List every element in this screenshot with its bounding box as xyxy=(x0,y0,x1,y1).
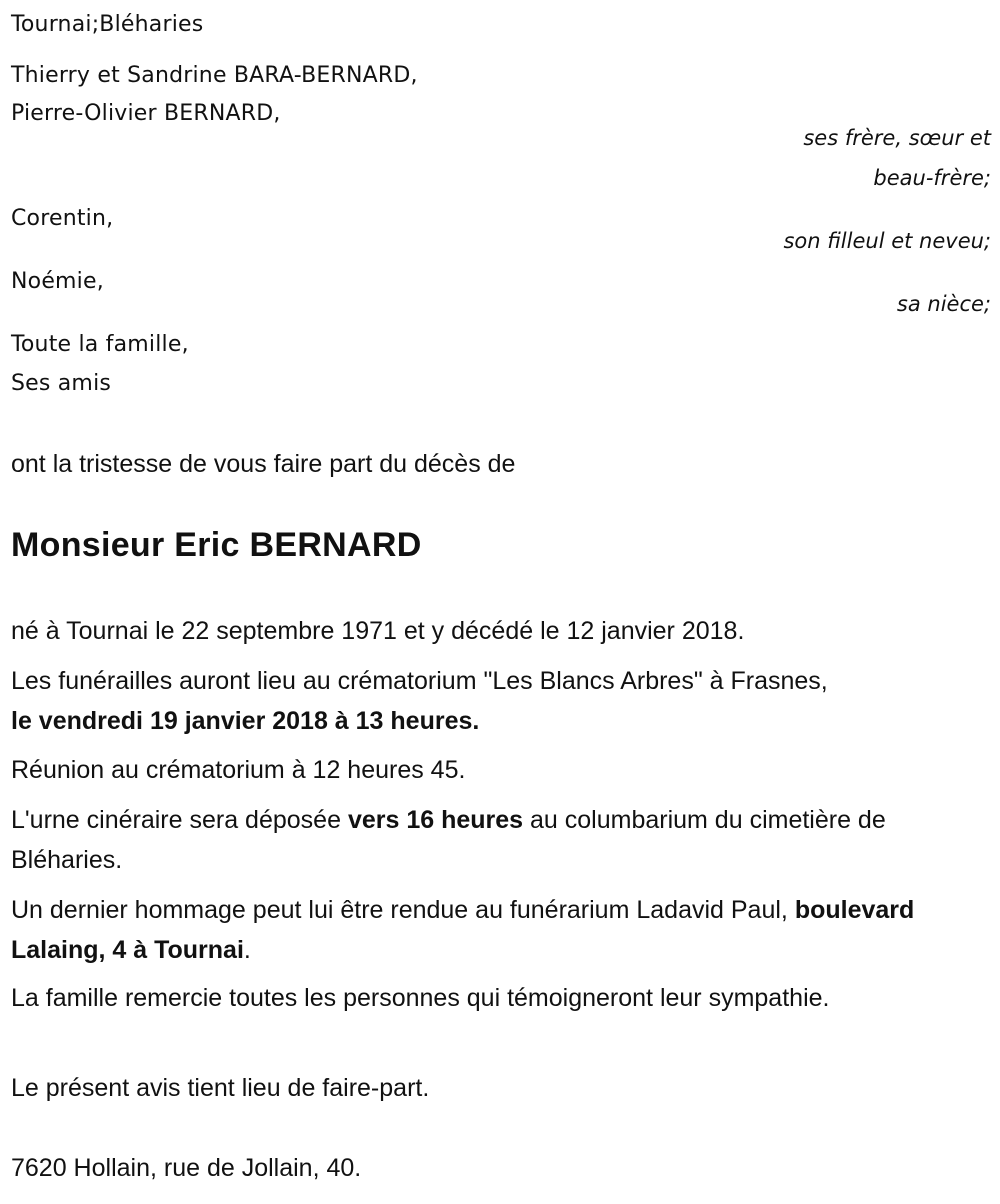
homage-text-pre: Un dernier hommage peut lui être rendue au funérarium Ladavid Paul, xyxy=(11,896,795,924)
family-line-all: Toute la famille, xyxy=(11,332,189,357)
funeral-date: le vendredi 19 janvier 2018 à 13 heures. xyxy=(11,707,480,735)
funeral-intro: Les funérailles auront lieu au crématorium "Les Blancs Arbres" à Frasnes, xyxy=(11,667,828,695)
deceased-name: Monsieur Eric BERNARD xyxy=(11,526,422,564)
location-header: Tournai;Bléharies xyxy=(11,12,204,37)
homage-text xyxy=(11,890,991,970)
relation-siblings-b: beau-frère; xyxy=(873,166,991,190)
announcement-text: ont la tristesse de vous faire part du décès de xyxy=(11,450,516,478)
address-text: 7620 Hollain, rue de Jollain, 40. xyxy=(11,1154,362,1182)
urn-text-post: au columbarium du cimetière de Bléharies. xyxy=(11,806,886,874)
family-line-niece: Noémie, xyxy=(11,269,104,294)
notice-text: Le présent avis tient lieu de faire-part. xyxy=(11,1074,430,1102)
family-line-friends: Ses amis xyxy=(11,371,112,396)
family-line-siblings: Thierry et Sandrine BARA-BERNARD, xyxy=(11,63,418,88)
urn-time: vers 16 heures xyxy=(347,806,524,834)
reunion-text: Réunion au crématorium à 12 heures 45. xyxy=(11,756,466,784)
homage-address: boulevard Lalaing, 4 à Tournai xyxy=(11,896,915,964)
birth-death-text: né à Tournai le 22 septembre 1971 et y décédé le 12 janvier 2018. xyxy=(11,617,745,645)
family-line-godson: Corentin, xyxy=(11,206,114,231)
funeral-details xyxy=(11,661,991,741)
urn-text-pre: L'urne cinéraire sera déposée xyxy=(11,806,348,834)
family-line-brother: Pierre-Olivier BERNARD, xyxy=(11,101,281,126)
urn-text xyxy=(11,800,911,880)
thanks-text: La famille remercie toutes les personnes qui témoigneront leur sympathie. xyxy=(11,984,830,1012)
relation-niece: sa nièce; xyxy=(896,292,991,316)
relation-siblings-a: ses frère, sœur et xyxy=(803,126,991,150)
relation-godson: son filleul et neveu; xyxy=(783,229,991,253)
homage-text-post: . xyxy=(243,936,251,964)
